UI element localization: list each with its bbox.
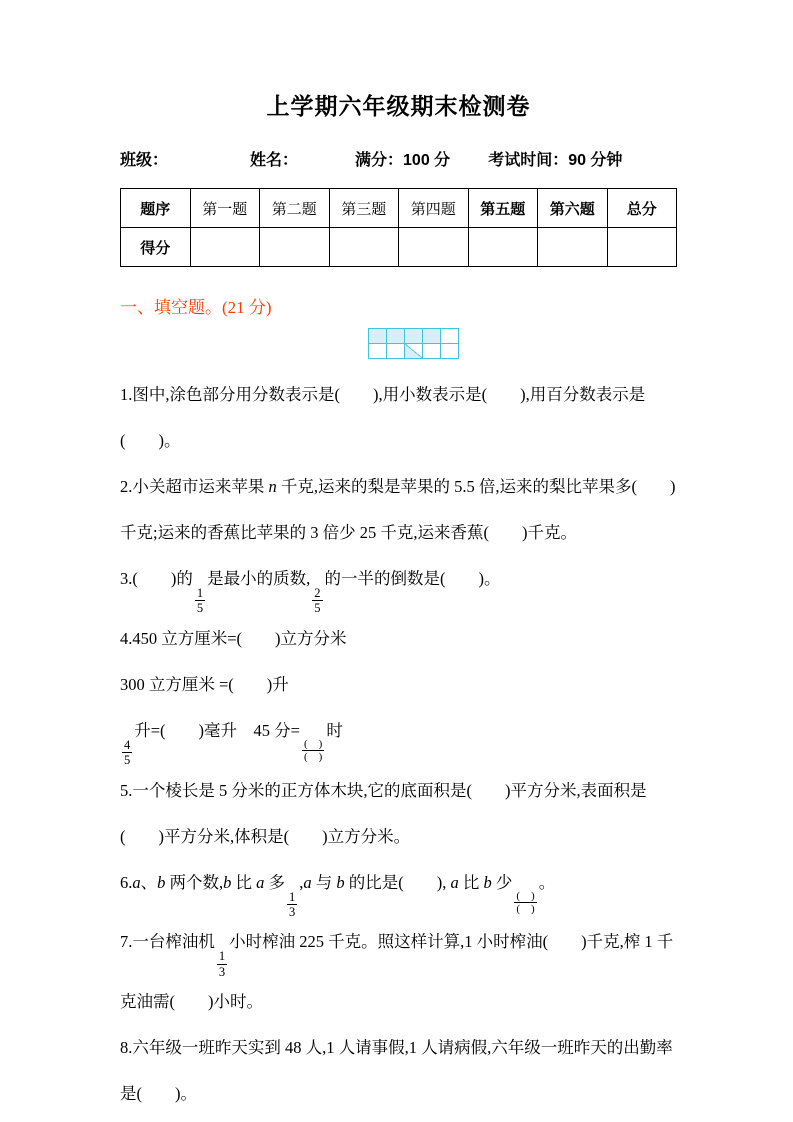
grid-cell — [440, 343, 459, 359]
question-q8 — [120, 1025, 677, 1117]
question-line — [120, 708, 677, 768]
question-text: 7.一台榨油机 — [120, 932, 215, 952]
fraction — [217, 949, 227, 979]
fraction-numerator: ( ) — [516, 889, 535, 902]
fraction-numerator: 1 — [218, 949, 226, 964]
question-text: 5.一个棱长是 5 分米的正方体木块,它的底面积是( )平方分米,表面积是( )平方分米,体积是( )立方分米。 — [120, 780, 647, 846]
score-table-header-cell: 第五题 — [468, 189, 538, 228]
question-text: 多 — [264, 872, 285, 892]
question-line — [120, 616, 677, 662]
fraction-denominator: 3 — [218, 964, 226, 979]
question-q4 — [120, 616, 677, 768]
question-text: 比 — [231, 872, 257, 892]
grid-cell — [404, 328, 423, 344]
question-text: 4.450 立方厘米=( )立方分米 — [120, 628, 347, 648]
score-cell — [538, 228, 608, 267]
score-cell — [399, 228, 469, 267]
question-q6 — [120, 860, 677, 920]
grid-cell — [386, 328, 405, 344]
question-text: 的一半的倒数是( )。 — [324, 569, 501, 588]
fraction-denominator: 3 — [289, 904, 296, 919]
question-text: 、 — [140, 872, 158, 892]
questions-list — [120, 372, 677, 1117]
score-cell — [468, 228, 538, 267]
question-q5 — [120, 768, 677, 860]
question-text: 两个数, — [165, 872, 224, 892]
fraction-numerator: 4 — [124, 737, 131, 752]
name-label: 姓名： — [250, 152, 299, 169]
variable: b — [223, 872, 232, 892]
question-line — [120, 919, 677, 1025]
question-text: 。 — [538, 872, 556, 892]
score-table-header-cell: 第六题 — [538, 189, 608, 228]
question-q2 — [120, 464, 677, 556]
variable: a — [256, 872, 265, 892]
variable: a — [132, 872, 141, 892]
fraction-denominator: 5 — [124, 753, 131, 768]
question-line — [120, 662, 677, 708]
grid-cell — [386, 343, 405, 359]
question-q3 — [120, 556, 677, 616]
grid-cell — [404, 343, 423, 359]
question-text: 千克,运来的梨是苹果的 5.5 倍,运来的梨比苹果多( )千克;运来的香蕉比苹果的 3 倍少 25 千克,运来香蕉( )千克。 — [120, 477, 676, 542]
question-text: , — [299, 872, 304, 892]
score-table-header-cell: 第二题 — [260, 189, 330, 228]
score-cell — [260, 228, 330, 267]
question-text: 少 — [491, 872, 513, 892]
score-table — [120, 188, 677, 267]
question-q1 — [120, 372, 677, 464]
exam-time-label: 考试时间：90 分钟 — [488, 152, 623, 169]
grid-cell — [368, 328, 387, 344]
question-text: 与 — [311, 872, 337, 892]
question-text: 2.小关超市运来苹果 — [120, 477, 269, 496]
fraction — [122, 738, 132, 768]
question-text: 1.图中,涂色部分用分数表示是( ),用小数表示是( ),用百分数表示是( )。 — [120, 385, 646, 450]
score-cell — [190, 228, 260, 267]
fraction-numerator: 1 — [289, 889, 296, 904]
fraction-denominator: 5 — [314, 601, 321, 616]
fraction-denominator: 5 — [196, 601, 204, 616]
question-text: 升=( )毫升 45 分= — [134, 720, 300, 740]
fraction — [514, 890, 536, 916]
shaded-grid — [368, 328, 458, 358]
fraction-numerator: 2 — [314, 586, 321, 600]
grid-cell — [422, 328, 441, 344]
question-text: 300 立方厘米 =( )升 — [120, 674, 289, 694]
score-table-body — [121, 189, 677, 267]
variable: b — [336, 872, 345, 892]
question-text: 比 — [458, 872, 484, 892]
question-text: 8.六年级一班昨天实到 48 人,1 人请事假,1 人请病假,六年级一班昨天的出勤率是( )。 — [120, 1038, 673, 1103]
question-q7 — [120, 919, 677, 1025]
variable: n — [268, 477, 277, 496]
variable: a — [450, 872, 459, 892]
question-line — [120, 768, 677, 860]
question-text: 时 — [326, 720, 343, 740]
grid-cell — [422, 343, 441, 359]
fraction — [195, 586, 205, 616]
question-line — [120, 556, 677, 616]
variable: b — [483, 872, 492, 892]
full-score-label: 满分：100 分 — [355, 152, 451, 169]
section1-heading: 一、填空题。(21 分) — [120, 298, 272, 317]
fraction-denominator: ( ) — [516, 903, 535, 916]
question-text: 3.( )的 — [120, 569, 193, 588]
question-text: 是最小的质数, — [207, 569, 311, 588]
exam-info-row — [120, 147, 677, 170]
grid-cell — [368, 343, 387, 359]
variable: a — [303, 872, 312, 892]
question-line — [120, 1025, 677, 1117]
question-line — [120, 464, 677, 556]
page-title: 上学期六年级期末检测卷 — [266, 94, 531, 119]
score-table-header-cell: 题序 — [121, 189, 191, 228]
fraction — [312, 586, 322, 616]
question-text: 小时榨油 225 千克。照这样计算,1 小时榨油( )千克,榨 1 千克油需( )小时。 — [120, 932, 674, 1011]
fraction-figure — [134, 328, 691, 358]
grid-cell — [440, 328, 459, 344]
fraction — [302, 738, 324, 764]
score-cell — [329, 228, 399, 267]
question-text: 的比是( ), — [344, 872, 451, 892]
score-row-label: 得分 — [121, 228, 191, 267]
question-line — [120, 860, 677, 920]
fraction-denominator: ( ) — [303, 751, 323, 764]
variable: b — [157, 872, 166, 892]
class-label: 班级： — [120, 152, 169, 169]
fraction-numerator: ( ) — [303, 737, 323, 750]
score-table-header-cell: 总分 — [607, 189, 677, 228]
score-table-header-cell: 第三题 — [329, 189, 399, 228]
score-cell — [607, 228, 677, 267]
fraction-numerator: 1 — [196, 586, 204, 600]
question-line — [120, 372, 677, 464]
score-table-header-cell: 第一题 — [190, 189, 260, 228]
question-text: 6. — [120, 872, 133, 892]
fraction — [287, 890, 297, 920]
score-table-header-cell: 第四题 — [399, 189, 469, 228]
